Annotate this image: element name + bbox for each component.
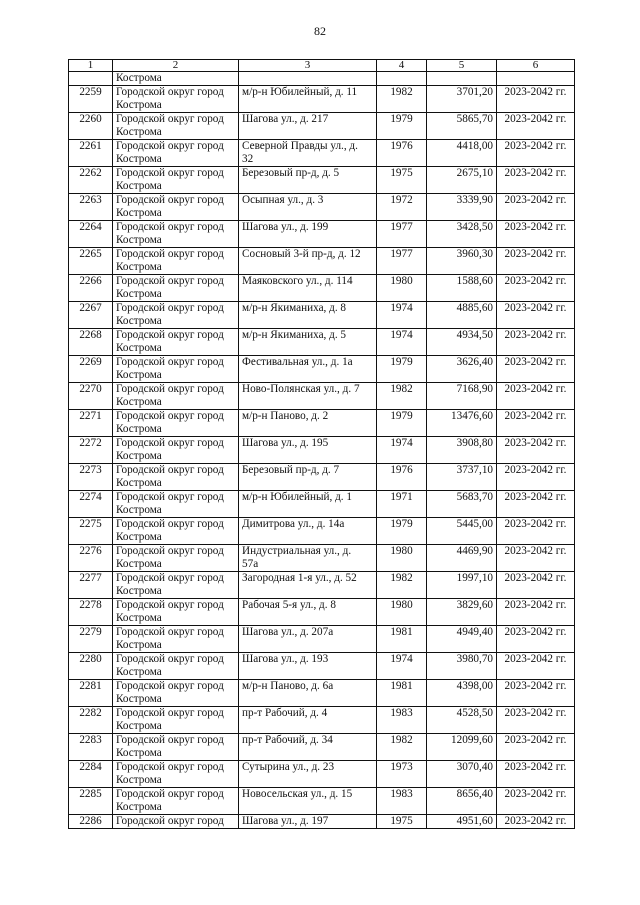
address-cell <box>239 491 377 518</box>
continuation-owner: Кострома <box>113 72 239 86</box>
address-line: м/р-н Якиманиха, д. 8 <box>242 302 347 314</box>
area-cell: 3428,50 <box>427 221 497 248</box>
owner-line: Кострома <box>116 503 162 516</box>
owner-line: Городской округ город <box>116 329 224 341</box>
area-cell: 3626,40 <box>427 356 497 383</box>
year-cell: 1979 <box>377 518 427 545</box>
owner-cell <box>113 383 239 410</box>
owner-line: Кострома <box>116 98 162 111</box>
owner-line: Кострома <box>116 314 162 327</box>
address-line: Новосельская ул., д. 15 <box>242 788 353 800</box>
table-row <box>69 545 575 572</box>
table-row <box>69 167 575 194</box>
period-cell: 2023-2042 гг. <box>497 491 575 518</box>
row-number: 2281 <box>69 680 113 707</box>
continuation-cell <box>497 72 575 86</box>
row-number: 2279 <box>69 626 113 653</box>
year-cell: 1974 <box>377 653 427 680</box>
address-cell <box>239 626 377 653</box>
owner-line: Кострома <box>116 557 162 570</box>
table-row <box>69 572 575 599</box>
row-number: 2278 <box>69 599 113 626</box>
address-cell <box>239 194 377 221</box>
owner-cell <box>113 221 239 248</box>
table-row <box>69 707 575 734</box>
owner-line: Городской округ город <box>116 761 224 773</box>
table-row <box>69 383 575 410</box>
owner-line: Кострома <box>116 260 162 273</box>
owner-line: Городской округ город <box>116 221 224 233</box>
table-row <box>69 518 575 545</box>
period-cell: 2023-2042 гг. <box>497 302 575 329</box>
period-cell: 2023-2042 гг. <box>497 221 575 248</box>
address-line: Маяковского ул., д. 114 <box>242 275 353 287</box>
period-cell: 2023-2042 гг. <box>497 815 575 829</box>
address-line: пр-т Рабочий, д. 4 <box>242 707 328 719</box>
address-line: Березовый пр-д, д. 5 <box>242 167 340 179</box>
year-cell: 1971 <box>377 491 427 518</box>
table-row <box>69 275 575 302</box>
address-line: Сутырина ул., д. 23 <box>242 761 335 773</box>
owner-cell <box>113 437 239 464</box>
year-cell: 1981 <box>377 626 427 653</box>
address-line: Шагова ул., д. 217 <box>242 113 329 125</box>
owner-line: Городской округ город <box>116 464 224 476</box>
owner-line: Городской округ город <box>116 356 224 368</box>
owner-line: Кострома <box>116 665 162 678</box>
address-cell <box>239 302 377 329</box>
year-cell: 1979 <box>377 356 427 383</box>
address-cell <box>239 734 377 761</box>
owner-line: Кострома <box>116 476 162 489</box>
period-cell: 2023-2042 гг. <box>497 518 575 545</box>
owner-cell <box>113 356 239 383</box>
owner-line: Городской округ город <box>116 491 224 503</box>
owner-line: Кострома <box>116 422 162 435</box>
address-line: Шагова ул., д. 197 <box>242 815 329 827</box>
row-number: 2284 <box>69 761 113 788</box>
header-cell: 3 <box>239 60 377 72</box>
row-number: 2276 <box>69 545 113 572</box>
area-cell: 4528,50 <box>427 707 497 734</box>
owner-line: Кострома <box>116 746 162 759</box>
owner-cell <box>113 707 239 734</box>
address-cell <box>239 167 377 194</box>
row-number: 2271 <box>69 410 113 437</box>
year-cell: 1983 <box>377 788 427 815</box>
address-cell <box>239 680 377 707</box>
address-cell <box>239 788 377 815</box>
owner-line: Кострома <box>116 395 162 408</box>
owner-line: Городской округ город <box>116 734 224 746</box>
period-cell: 2023-2042 гг. <box>497 329 575 356</box>
table-row <box>69 329 575 356</box>
period-cell: 2023-2042 гг. <box>497 248 575 275</box>
address-cell <box>239 140 377 167</box>
row-number: 2277 <box>69 572 113 599</box>
row-number: 2285 <box>69 788 113 815</box>
header-cell: 5 <box>427 60 497 72</box>
address-line: 32 <box>242 152 254 165</box>
owner-line: Кострома <box>116 719 162 732</box>
area-cell: 3908,80 <box>427 437 497 464</box>
area-cell: 4934,50 <box>427 329 497 356</box>
owner-line: Кострома <box>116 341 162 354</box>
address-line: Шагова ул., д. 193 <box>242 653 329 665</box>
period-cell: 2023-2042 гг. <box>497 437 575 464</box>
row-number: 2272 <box>69 437 113 464</box>
row-number: 2282 <box>69 707 113 734</box>
year-cell: 1976 <box>377 140 427 167</box>
owner-line: Кострома <box>116 287 162 300</box>
area-cell: 5683,70 <box>427 491 497 518</box>
row-number: 2273 <box>69 464 113 491</box>
area-cell: 3339,90 <box>427 194 497 221</box>
area-cell: 4885,60 <box>427 302 497 329</box>
address-cell <box>239 356 377 383</box>
address-line: м/р-н Паново, д. 2 <box>242 410 329 422</box>
year-cell: 1974 <box>377 329 427 356</box>
area-cell: 3070,40 <box>427 761 497 788</box>
owner-line: Городской округ город <box>116 626 224 638</box>
address-line: м/р-н Юбилейный, д. 1 <box>242 491 352 503</box>
owner-line: Городской округ город <box>116 383 224 395</box>
year-cell: 1982 <box>377 383 427 410</box>
table-row <box>69 680 575 707</box>
period-cell: 2023-2042 гг. <box>497 410 575 437</box>
owner-line: Кострома <box>116 368 162 381</box>
period-cell: 2023-2042 гг. <box>497 707 575 734</box>
period-cell: 2023-2042 гг. <box>497 167 575 194</box>
address-line: Сосновый 3-й пр-д, д. 12 <box>242 248 361 260</box>
year-cell: 1981 <box>377 680 427 707</box>
area-cell: 3960,30 <box>427 248 497 275</box>
header-cell: 4 <box>377 60 427 72</box>
year-cell: 1975 <box>377 815 427 829</box>
row-number: 2259 <box>69 86 113 113</box>
row-number: 2266 <box>69 275 113 302</box>
row-number: 2265 <box>69 248 113 275</box>
table-row <box>69 626 575 653</box>
owner-line: Городской округ город <box>116 788 224 800</box>
owner-line: Кострома <box>116 152 162 165</box>
year-cell: 1974 <box>377 302 427 329</box>
table-row <box>69 410 575 437</box>
area-cell: 1997,10 <box>427 572 497 599</box>
area-cell: 3980,70 <box>427 653 497 680</box>
table-row <box>69 302 575 329</box>
table-row <box>69 86 575 113</box>
address-line: Березовый пр-д, д. 7 <box>242 464 340 476</box>
period-cell: 2023-2042 гг. <box>497 464 575 491</box>
owner-line: Городской округ город <box>116 194 224 206</box>
year-cell: 1982 <box>377 734 427 761</box>
owner-cell <box>113 815 239 829</box>
owner-line: Городской округ город <box>116 410 224 422</box>
owner-line: Кострома <box>116 449 162 462</box>
housing-table <box>68 59 575 829</box>
owner-cell <box>113 248 239 275</box>
address-cell <box>239 113 377 140</box>
period-cell: 2023-2042 гг. <box>497 734 575 761</box>
year-cell: 1980 <box>377 275 427 302</box>
table-row <box>69 113 575 140</box>
table-row <box>69 815 575 829</box>
row-number: 2262 <box>69 167 113 194</box>
table-row <box>69 356 575 383</box>
address-line: Ново-Полянская ул., д. 7 <box>242 383 360 395</box>
table-row <box>69 437 575 464</box>
address-line: Рабочая 5-я ул., д. 8 <box>242 599 336 611</box>
owner-cell <box>113 734 239 761</box>
header-cell: 6 <box>497 60 575 72</box>
address-cell <box>239 221 377 248</box>
area-cell: 5445,00 <box>427 518 497 545</box>
address-line: м/р-н Якиманиха, д. 5 <box>242 329 347 341</box>
table-row <box>69 221 575 248</box>
owner-cell <box>113 86 239 113</box>
owner-line: Городской округ город <box>116 302 224 314</box>
owner-line: Городской округ город <box>116 86 224 98</box>
table-row <box>69 599 575 626</box>
owner-line: Городской округ город <box>116 815 224 827</box>
area-cell: 4949,40 <box>427 626 497 653</box>
owner-cell <box>113 626 239 653</box>
table-row <box>69 653 575 680</box>
year-cell: 1982 <box>377 572 427 599</box>
area-cell: 13476,60 <box>427 410 497 437</box>
period-cell: 2023-2042 гг. <box>497 140 575 167</box>
row-number: 2274 <box>69 491 113 518</box>
area-cell: 12099,60 <box>427 734 497 761</box>
year-cell: 1983 <box>377 707 427 734</box>
row-number: 2283 <box>69 734 113 761</box>
owner-cell <box>113 599 239 626</box>
year-cell: 1975 <box>377 167 427 194</box>
owner-cell <box>113 788 239 815</box>
area-cell: 8656,40 <box>427 788 497 815</box>
table-row <box>69 140 575 167</box>
address-cell <box>239 275 377 302</box>
owner-line: Кострома <box>116 638 162 651</box>
owner-line: Кострома <box>116 179 162 192</box>
owner-line: Городской округ город <box>116 140 224 152</box>
owner-line: Городской округ город <box>116 113 224 125</box>
year-cell: 1980 <box>377 599 427 626</box>
year-cell: 1982 <box>377 86 427 113</box>
owner-cell <box>113 464 239 491</box>
owner-line: Кострома <box>116 206 162 219</box>
owner-line: Городской округ город <box>116 599 224 611</box>
owner-line: Кострома <box>116 692 162 705</box>
table-row <box>69 464 575 491</box>
address-line: м/р-н Паново, д. 6а <box>242 680 334 692</box>
area-cell: 1588,60 <box>427 275 497 302</box>
area-cell: 4469,90 <box>427 545 497 572</box>
owner-cell <box>113 113 239 140</box>
year-cell: 1976 <box>377 464 427 491</box>
period-cell: 2023-2042 гг. <box>497 383 575 410</box>
owner-cell <box>113 194 239 221</box>
area-cell: 4951,60 <box>427 815 497 829</box>
address-cell <box>239 707 377 734</box>
owner-cell <box>113 653 239 680</box>
address-cell <box>239 248 377 275</box>
row-number: 2280 <box>69 653 113 680</box>
address-cell <box>239 383 377 410</box>
row-number: 2270 <box>69 383 113 410</box>
owner-line: Городской округ город <box>116 248 224 260</box>
owner-cell <box>113 572 239 599</box>
year-cell: 1979 <box>377 113 427 140</box>
year-cell: 1977 <box>377 221 427 248</box>
address-cell <box>239 815 377 829</box>
address-line: 57а <box>242 557 259 570</box>
period-cell: 2023-2042 гг. <box>497 599 575 626</box>
row-number: 2264 <box>69 221 113 248</box>
address-line: Димитрова ул., д. 14а <box>242 518 345 530</box>
address-cell <box>239 761 377 788</box>
table-row <box>69 248 575 275</box>
owner-cell <box>113 302 239 329</box>
period-cell: 2023-2042 гг. <box>497 545 575 572</box>
owner-line: Городской округ город <box>116 167 224 179</box>
owner-line: Городской округ город <box>116 680 224 692</box>
row-number: 2261 <box>69 140 113 167</box>
owner-cell <box>113 275 239 302</box>
address-cell <box>239 410 377 437</box>
table-row <box>69 491 575 518</box>
address-line: пр-т Рабочий, д. 34 <box>242 734 333 746</box>
area-cell: 4398,00 <box>427 680 497 707</box>
row-number: 2263 <box>69 194 113 221</box>
owner-cell <box>113 140 239 167</box>
address-cell <box>239 86 377 113</box>
owner-line: Городской округ город <box>116 653 224 665</box>
address-line: Шагова ул., д. 199 <box>242 221 329 233</box>
period-cell: 2023-2042 гг. <box>497 680 575 707</box>
address-cell <box>239 545 377 572</box>
page-number: 82 <box>314 24 326 38</box>
owner-cell <box>113 545 239 572</box>
year-cell: 1973 <box>377 761 427 788</box>
address-cell <box>239 572 377 599</box>
year-cell: 1972 <box>377 194 427 221</box>
owner-line: Кострома <box>116 611 162 624</box>
address-cell <box>239 518 377 545</box>
owner-cell <box>113 680 239 707</box>
period-cell: 2023-2042 гг. <box>497 194 575 221</box>
period-cell: 2023-2042 гг. <box>497 653 575 680</box>
table-row <box>69 734 575 761</box>
area-cell: 4418,00 <box>427 140 497 167</box>
row-number: 2268 <box>69 329 113 356</box>
owner-line: Кострома <box>116 125 162 138</box>
table-row <box>69 761 575 788</box>
owner-line: Городской округ город <box>116 545 224 557</box>
owner-cell <box>113 518 239 545</box>
owner-line: Кострома <box>116 530 162 543</box>
owner-cell <box>113 410 239 437</box>
owner-cell <box>113 761 239 788</box>
period-cell: 2023-2042 гг. <box>497 86 575 113</box>
year-cell: 1977 <box>377 248 427 275</box>
area-cell: 3829,60 <box>427 599 497 626</box>
address-line: Индустриальная ул., д. <box>242 545 352 557</box>
continuation-cell <box>377 72 427 86</box>
header-cell: 1 <box>69 60 113 72</box>
table-row <box>69 788 575 815</box>
year-cell: 1979 <box>377 410 427 437</box>
owner-line: Городской округ город <box>116 572 224 584</box>
owner-cell <box>113 329 239 356</box>
owner-cell <box>113 167 239 194</box>
year-cell: 1974 <box>377 437 427 464</box>
area-cell: 2675,10 <box>427 167 497 194</box>
period-cell: 2023-2042 гг. <box>497 113 575 140</box>
row-number: 2275 <box>69 518 113 545</box>
address-line: Фестивальная ул., д. 1а <box>242 356 353 368</box>
table-row <box>69 194 575 221</box>
owner-line: Кострома <box>116 800 162 813</box>
owner-line: Кострома <box>116 584 162 597</box>
year-cell: 1980 <box>377 545 427 572</box>
owner-line: Кострома <box>116 233 162 246</box>
area-cell: 7168,90 <box>427 383 497 410</box>
area-cell: 3701,20 <box>427 86 497 113</box>
address-line: Шагова ул., д. 195 <box>242 437 329 449</box>
continuation-cell <box>239 72 377 86</box>
area-cell: 3737,10 <box>427 464 497 491</box>
period-cell: 2023-2042 гг. <box>497 572 575 599</box>
continuation-row <box>69 72 575 86</box>
address-cell <box>239 599 377 626</box>
owner-line: Городской округ город <box>116 275 224 287</box>
address-line: м/р-н Юбилейный, д. 11 <box>242 86 358 98</box>
address-line: Северной Правды ул., д. <box>242 140 358 152</box>
header-cell: 2 <box>113 60 239 72</box>
row-number: 2267 <box>69 302 113 329</box>
address-line: Шагова ул., д. 207а <box>242 626 334 638</box>
area-cell: 5865,70 <box>427 113 497 140</box>
address-cell <box>239 464 377 491</box>
period-cell: 2023-2042 гг. <box>497 275 575 302</box>
owner-line: Городской округ город <box>116 437 224 449</box>
row-number: 2269 <box>69 356 113 383</box>
address-line: Осыпная ул., д. 3 <box>242 194 324 206</box>
period-cell: 2023-2042 гг. <box>497 788 575 815</box>
row-number: 2286 <box>69 815 113 829</box>
continuation-cell <box>69 72 113 86</box>
owner-cell <box>113 491 239 518</box>
address-cell <box>239 653 377 680</box>
table-header-row <box>69 60 575 72</box>
address-cell <box>239 437 377 464</box>
address-line: Загородная 1-я ул., д. 52 <box>242 572 357 584</box>
owner-line: Кострома <box>116 773 162 786</box>
owner-line: Городской округ город <box>116 518 224 530</box>
row-number: 2260 <box>69 113 113 140</box>
period-cell: 2023-2042 гг. <box>497 356 575 383</box>
owner-line: Городской округ город <box>116 707 224 719</box>
period-cell: 2023-2042 гг. <box>497 761 575 788</box>
address-cell <box>239 329 377 356</box>
period-cell: 2023-2042 гг. <box>497 626 575 653</box>
continuation-cell <box>427 72 497 86</box>
